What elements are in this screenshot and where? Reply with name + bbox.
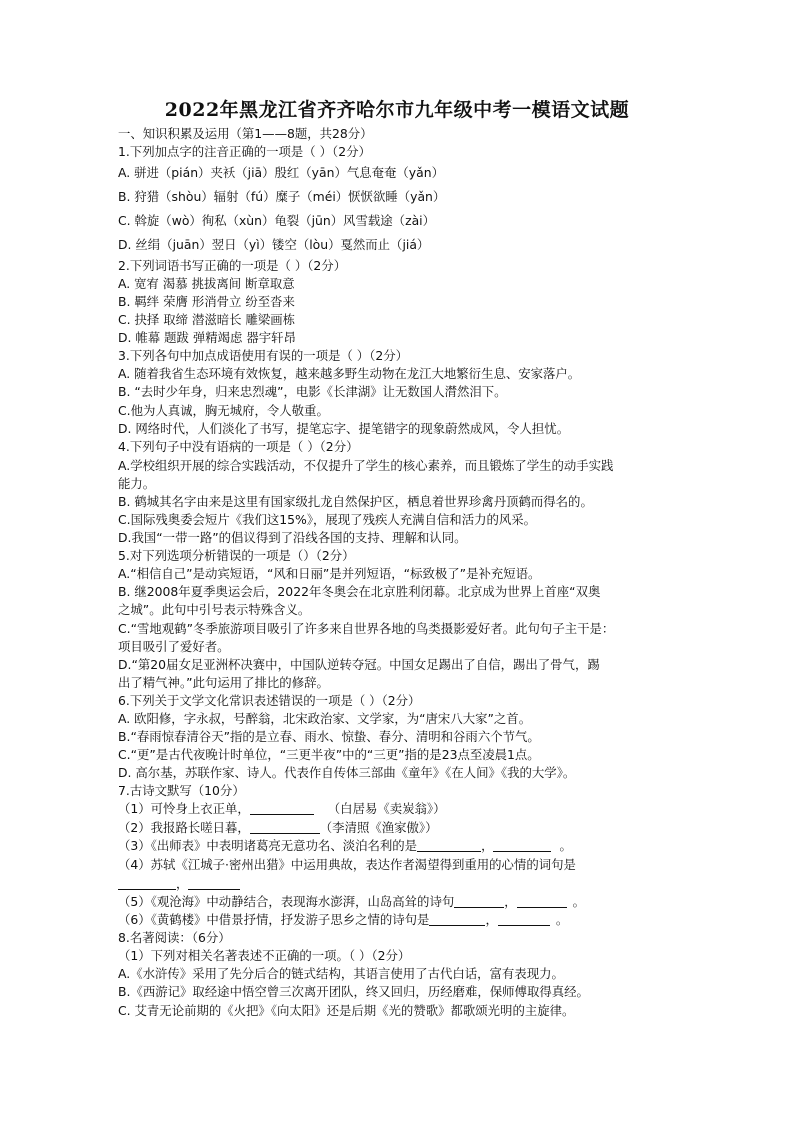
section-heading: 一、知识积累及运用（第1——8题，共28分） (118, 126, 373, 141)
question-3-option-d: D. 网络时代，人们淡化了书写，提笔忘字、提笔错字的现象蔚然成风，令人担忧。 (118, 421, 570, 436)
question-7-item-4-answer (118, 875, 240, 893)
question-7-stem: 7.古诗文默写（10分） (118, 783, 245, 798)
question-7-item-3 (118, 837, 572, 855)
question-4-option-a-cont: 能力。 (118, 476, 156, 491)
question-4-option-b: B. 鹤城其名字由来是这里有国家级扎龙自然保护区，栖息着世界珍禽丹顶鹤而得名的。 (118, 494, 593, 509)
comma: ， (481, 838, 494, 853)
question-7-item-5 (118, 893, 585, 911)
question-5-option-b-cont: 之城”。此句中引号表示特殊含义。 (118, 602, 311, 617)
answer-blank[interactable] (417, 838, 481, 852)
question-5-stem: 5.对下列选项分析错误的一项是（）（2分） (118, 548, 355, 563)
comma: ， (485, 912, 498, 927)
answer-blank[interactable] (498, 912, 550, 926)
question-3-option-b: B. “去时少年身，归来忠烈魂”，电影《长津湖》让无数国人潸然泪下。 (118, 384, 507, 399)
question-1-option-a: A. 骈进（pián）夹袄（jiā）殷红（yān）气息奄奄（yǎn） (118, 165, 444, 180)
question-5-option-c: C.“雪地观鹤”冬季旅游项目吸引了许多来自世界各地的鸟类摄影爱好者。此句句子主干是： (118, 621, 615, 636)
question-8-option-a: A.《水浒传》采用了先分后合的链式结构，其语言使用了古代白话，富有表现力。 (118, 966, 564, 981)
answer-blank[interactable] (188, 876, 240, 890)
question-4-stem: 4.下列句子中没有语病的一项是（ ）（2分） (118, 439, 359, 454)
question-1-option-d: D. 丝绢（juān）翌日（yì）镂空（lòu）戛然而止（jiá） (118, 237, 430, 252)
item-6-text: （6）《黄鹤楼》中借景抒情，抒发游子思乡之情的诗句是 (118, 912, 430, 927)
period: 。 (572, 894, 586, 909)
question-2-stem: 2.下列词语书写正确的一项是（ ）（2分） (118, 258, 347, 273)
question-5-option-d-cont: 出了精气神。”此句运用了排比的修辞。 (118, 675, 329, 690)
question-7-item-2 (118, 819, 438, 837)
question-4-option-a: A.学校组织开展的综合实践活动，不仅提升了学生的核心素养，而且锻炼了学生的动手实践 (118, 458, 614, 473)
question-8-option-c: C. 艾青无论前期的《火把》《向太阳》还是后期《光的赞歌》都歌颂光明的主旋律。 (118, 1003, 575, 1018)
item-3-text: （3）《出师表》中表明诸葛亮无意功名、淡泊名利的是 (118, 838, 418, 853)
question-2-option-d: D. 帷幕 题跋 弹精竭虑 器宇轩昂 (118, 330, 296, 345)
period: 。 (555, 912, 569, 927)
question-8-stem: 8.名著阅读：（6分） (118, 930, 231, 945)
comma: ， (504, 894, 517, 909)
item-5-text: （5）《观沧海》中动静结合，表现海水澎湃，山岛高耸的诗句 (118, 894, 455, 909)
question-2-option-b: B. 羁绊 荣膺 形消骨立 纷至沓来 (118, 294, 295, 309)
question-5-option-a: A.“相信自己”是动宾短语，“风和日丽”是并列短语，“标致极了”是补充短语。 (118, 566, 541, 581)
answer-blank[interactable] (118, 876, 176, 890)
answer-blank[interactable] (454, 894, 504, 908)
question-6-option-c: C.“更”是古代夜晚计时单位，“三更半夜”中的“三更”指的是23点至凌晨1点。 (118, 747, 540, 762)
question-1-option-c: C. 斡旋（wò）徇私（xùn）龟裂（jūn）风雪载途（zài） (118, 213, 436, 228)
question-2-option-a: A. 宽宥 渴慕 挑拔离间 断章取意 (118, 276, 295, 291)
question-7-item-1 (118, 800, 446, 818)
answer-blank[interactable] (250, 801, 314, 815)
item-1-source: （白居易《卖炭翁》） (327, 801, 446, 816)
question-6-option-d: D. 高尔基，苏联作家、诗人。代表作自传体三部曲《童年》《在人间》《我的大学》。 (118, 765, 576, 780)
question-1-stem: 1.下列加点字的注音正确的一项是（ ）（2分） (118, 144, 371, 159)
item-1-text: （1）可怜身上衣正单， (118, 801, 250, 816)
answer-blank[interactable] (250, 820, 320, 834)
question-3-option-a: A. 随着我省生态环境有效恢复，越来越多野生动物在龙江大地繁衍生息、安家落户。 (118, 366, 581, 381)
question-5-option-b: B. 继2008年夏季奥运会后，2022年冬奥会在北京胜利闭幕。北京成为世界上首座“双奥 (118, 584, 601, 599)
period: 。 (559, 838, 572, 853)
page-title: 2022年黑龙江省齐齐哈尔市九年级中考一模语文试题 (164, 99, 630, 121)
question-3-option-c: C.他为人真诚，胸无城府，令人敬重。 (118, 403, 329, 418)
question-4-option-c: C.国际残奥委会短片《我们这15%》，展现了残疾人充满自信和活力的风采。 (118, 512, 537, 527)
comma: ， (176, 876, 189, 891)
question-6-stem: 6.下列关于文学文化常识表述错误的一项是（ ）（2分） (118, 693, 421, 708)
question-3-stem: 3.下列各句中加点成语使用有误的一项是（ ）（2分） (118, 348, 409, 363)
question-1-option-b: B. 狩猎（shòu）辐射（fú）糜子（méi）恹恹欲睡（yǎn） (118, 189, 446, 204)
question-6-option-b: B.“春雨惊春清谷天”指的是立春、雨水、惊蛰、春分、清明和谷雨六个节气。 (118, 729, 540, 744)
question-4-option-d: D.我国“一带一路”的倡议得到了沿线各国的支持、理解和认同。 (118, 530, 467, 545)
question-5-option-c-cont: 项目吸引了爱好者。 (118, 639, 230, 654)
question-6-option-a: A. 欧阳修，字永叔，号醉翁，北宋政治家、文学家，为“唐宋八大家”之首。 (118, 711, 532, 726)
question-8-sub-1: （1）下列对相关名著表述不正确的一项。（ ）（2分） (118, 948, 411, 963)
question-2-option-c: C. 抉择 取缔 潜滋暗长 雕梁画栋 (118, 312, 296, 327)
question-7-item-4: （4）苏轼《江城子·密州出猎》中运用典故，表达作者渴望得到重用的心情的词句是 (118, 857, 576, 872)
answer-blank[interactable] (493, 838, 551, 852)
item-2-text: （2）我报路长嗟日暮， (118, 820, 250, 835)
answer-blank[interactable] (517, 894, 567, 908)
item-2-source: （李清照《渔家傲》） (319, 820, 438, 835)
answer-blank[interactable] (429, 912, 485, 926)
question-7-item-6 (118, 911, 568, 929)
question-8-option-b: B.《西游记》取经途中悟空曾三次离开团队，终又回归，历经磨难，保师傅取得真经。 (118, 984, 589, 999)
question-5-option-d: D.“第20届女足亚洲杯决赛中，中国队逆转夺冠。中国女足踢出了自信，踢出了骨气，踢 (118, 657, 600, 672)
